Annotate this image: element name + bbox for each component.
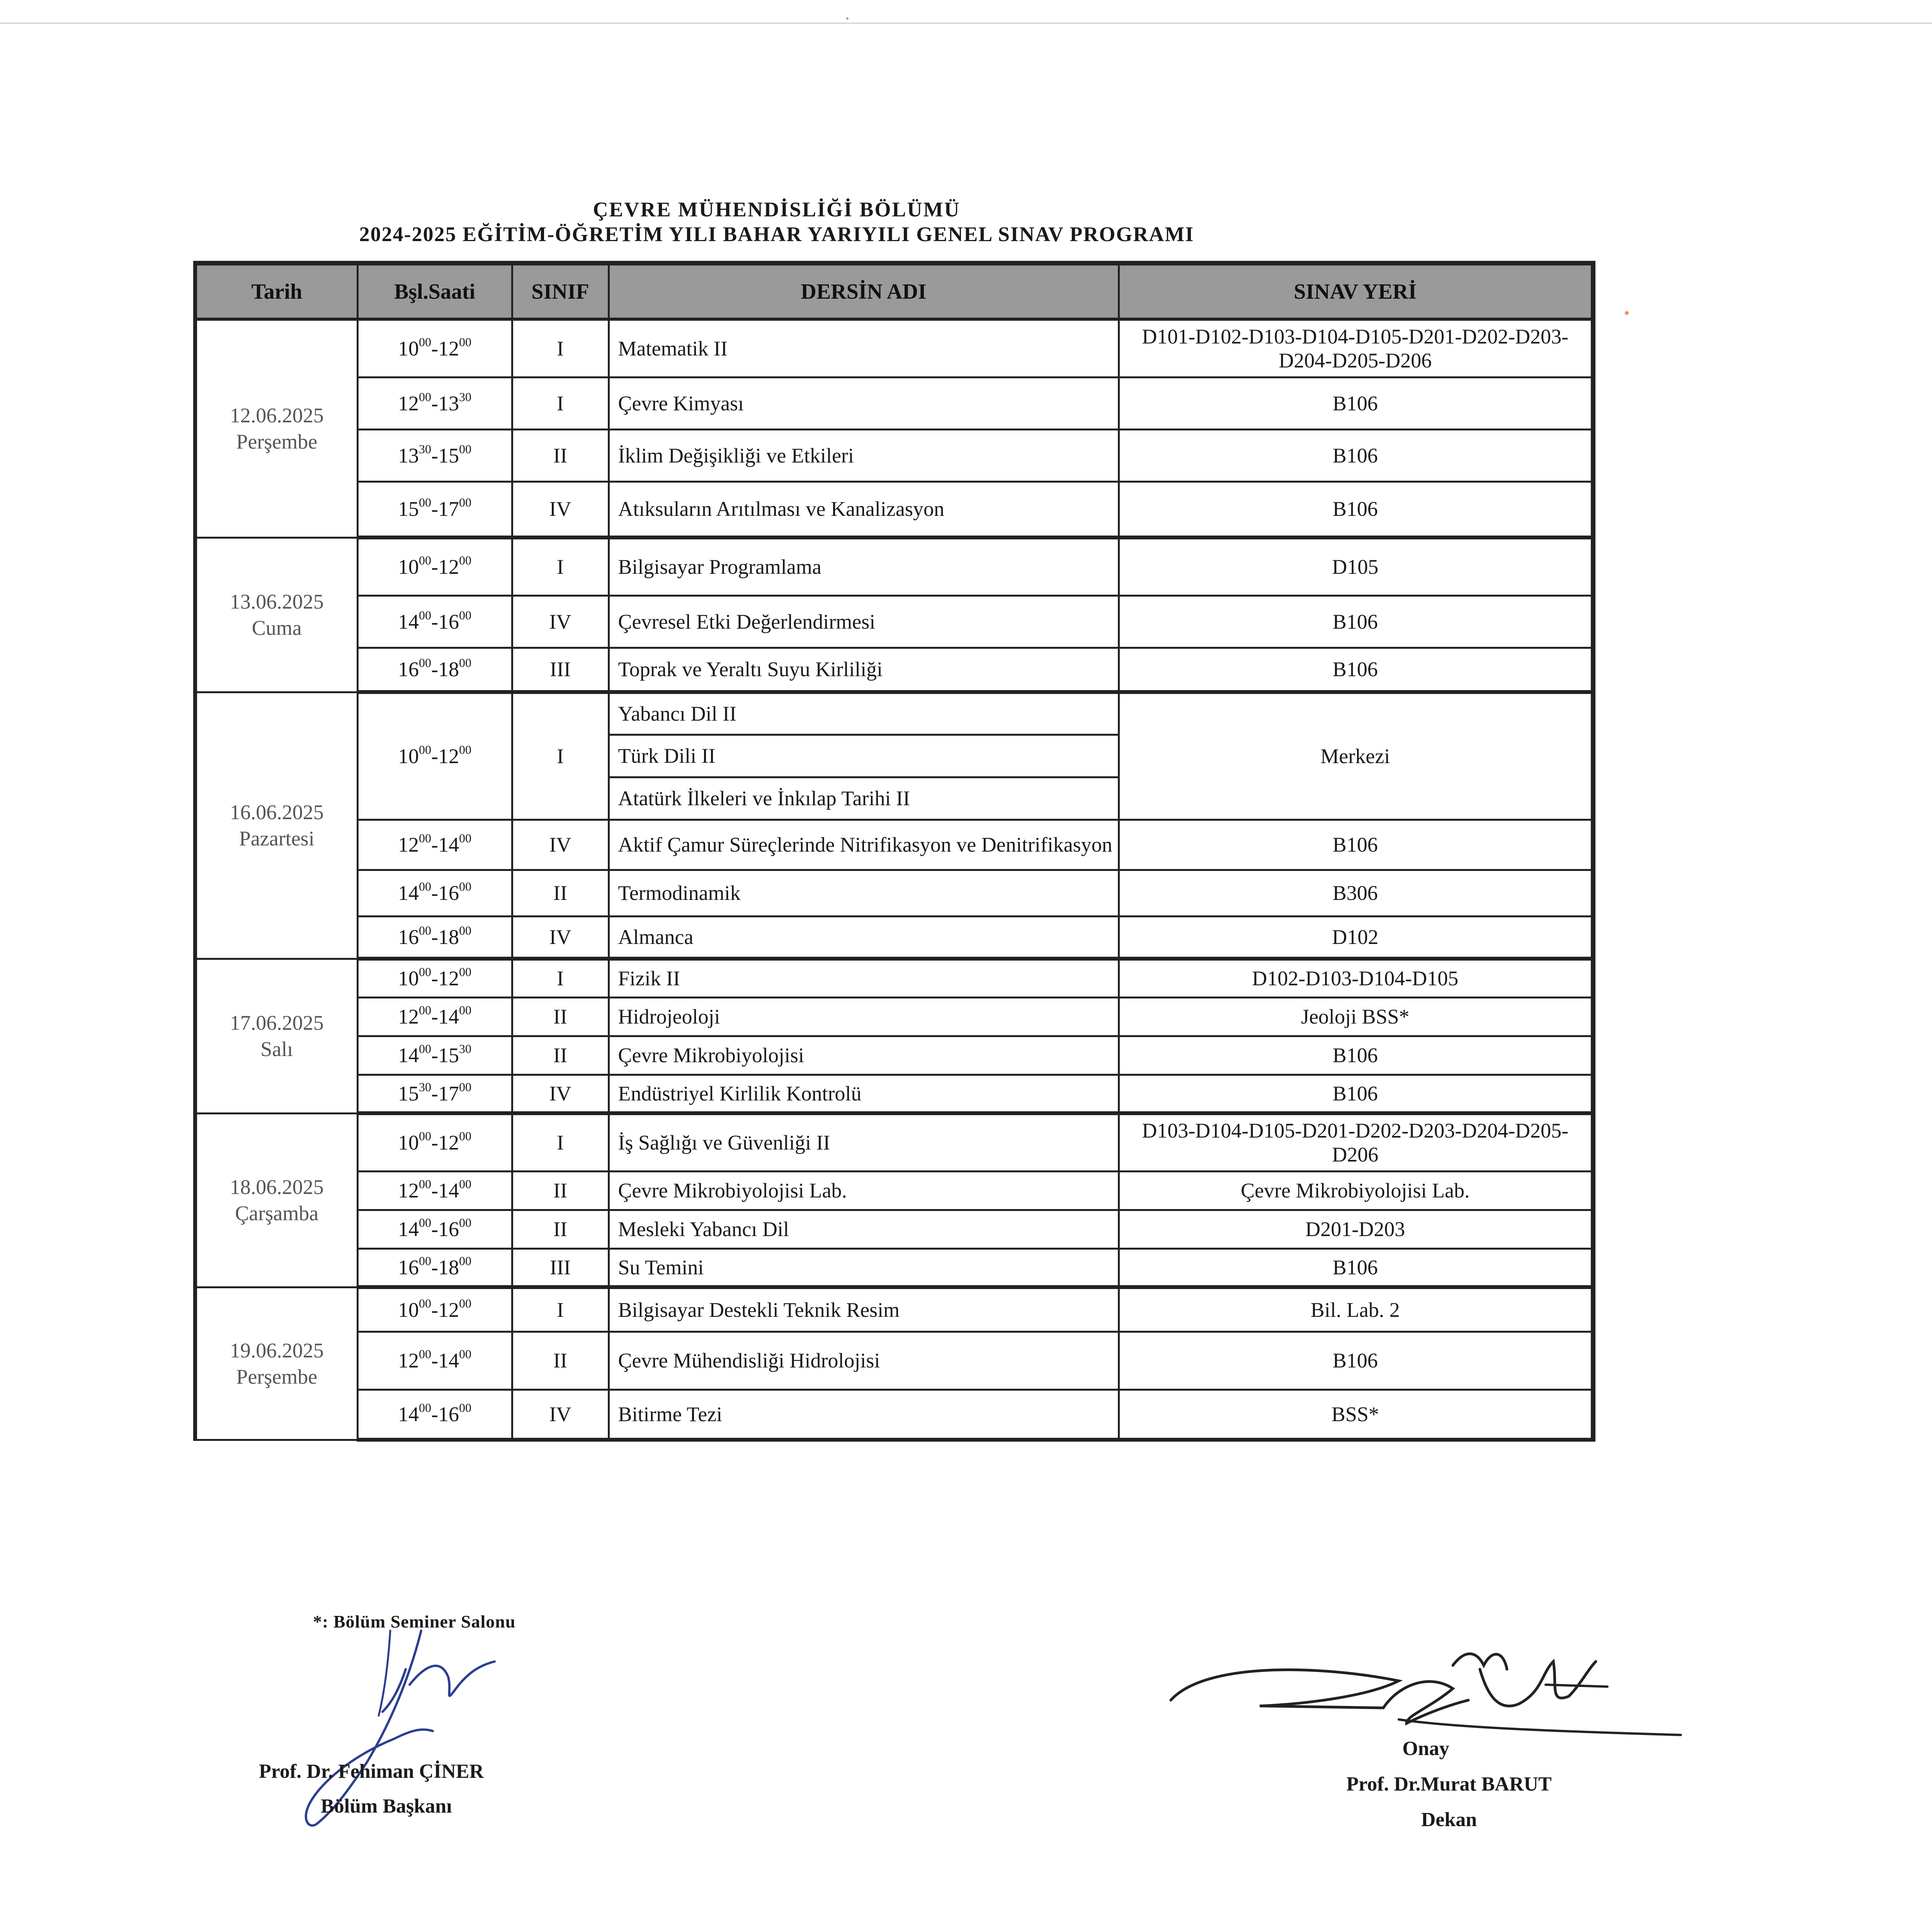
start-minute: 00 <box>419 1003 431 1017</box>
start-hour: 15 <box>398 1082 419 1105</box>
class-cell: IV <box>512 1389 609 1440</box>
course-cell: Aktif Çamur Süreçlerinde Nitrifikasyon ve Denitrifikasyon <box>609 820 1119 870</box>
start-minute: 00 <box>419 1216 431 1230</box>
start-minute: 00 <box>419 1296 431 1310</box>
exam-weekday: Salı <box>260 1037 293 1061</box>
end-minute: 00 <box>459 495 471 510</box>
place-cell: B106 <box>1119 1075 1593 1113</box>
course-cell: Matematik II <box>609 319 1119 377</box>
table-row <box>195 481 1593 537</box>
end-hour: 18 <box>438 925 459 949</box>
time-cell: $12^{00}-14^{00}$ <box>357 1171 512 1210</box>
end-minute: 00 <box>459 335 471 349</box>
start-minute: 00 <box>419 1253 431 1268</box>
end-hour: 14 <box>438 1349 459 1372</box>
class-cell: I <box>512 377 609 429</box>
start-hour: 14 <box>398 1402 419 1426</box>
end-minute: 00 <box>459 1003 471 1017</box>
exam-date: 16.06.2025 <box>230 801 324 824</box>
class-cell: II <box>512 870 609 916</box>
place-cell: B106 <box>1119 429 1593 481</box>
start-minute: 00 <box>419 335 431 349</box>
time-cell: $16^{00}-18^{00}$ <box>357 916 512 959</box>
class-cell: II <box>512 1332 609 1389</box>
table-row <box>195 377 1593 429</box>
end-hour: 12 <box>438 555 459 579</box>
start-hour: 12 <box>398 1179 419 1202</box>
table-row <box>195 1075 1593 1113</box>
start-minute: 00 <box>419 965 431 979</box>
start-hour: 14 <box>398 610 419 633</box>
table-row <box>195 1210 1593 1248</box>
class-cell: I <box>512 319 609 377</box>
end-hour: 12 <box>438 1131 459 1155</box>
table-row <box>195 1171 1593 1210</box>
head-signature-block <box>259 1754 484 1824</box>
class-cell: IV <box>512 1075 609 1113</box>
start-hour: 10 <box>398 337 419 360</box>
exam-date: 12.06.2025 <box>230 404 324 427</box>
start-minute: 00 <box>419 1347 431 1361</box>
class-cell: I <box>512 692 609 820</box>
start-hour: 10 <box>398 745 419 768</box>
place-cell: Merkezi <box>1119 692 1593 820</box>
place-cell: B106 <box>1119 481 1593 537</box>
time-cell: $14^{00}-16^{00}$ <box>357 1389 512 1440</box>
class-cell: III <box>512 648 609 692</box>
table-row <box>195 1113 1593 1171</box>
time-cell: $10^{00}-12^{00}$ <box>357 1113 512 1171</box>
dean-signature-block <box>1275 1731 1623 1838</box>
end-hour: 14 <box>438 833 459 856</box>
time-cell: $14^{00}-16^{00}$ <box>357 1210 512 1248</box>
exam-schedule-table <box>193 261 1595 1442</box>
end-minute: 00 <box>459 1216 471 1230</box>
table-row <box>195 319 1593 377</box>
course-cell: Fizik II <box>609 959 1119 997</box>
exam-date: 13.06.2025 <box>230 590 324 613</box>
course-cell: Mesleki Yabancı Dil <box>609 1210 1119 1248</box>
scan-edge-line <box>0 22 1932 24</box>
course-cell: İş Sağlığı ve Güvenliği II <box>609 1113 1119 1171</box>
table-row <box>195 997 1593 1036</box>
course-cell: Hidrojeoloji <box>609 997 1119 1036</box>
start-hour: 10 <box>398 1298 419 1321</box>
time-cell: $15^{00}-17^{00}$ <box>357 481 512 537</box>
end-hour: 15 <box>438 1044 459 1067</box>
time-cell: $14^{00}-15^{30}$ <box>357 1036 512 1075</box>
class-cell: I <box>512 959 609 997</box>
end-hour: 16 <box>438 881 459 905</box>
end-hour: 14 <box>438 1179 459 1202</box>
scan-speck <box>846 17 849 20</box>
exam-weekday: Perşembe <box>236 1365 318 1388</box>
header-course: DERSİN ADI <box>609 263 1119 319</box>
course-cell: Türk Dili II <box>609 735 1119 777</box>
table-row <box>195 820 1593 870</box>
time-cell: $10^{00}-12^{00}$ <box>357 319 512 377</box>
end-minute: 00 <box>459 1347 471 1361</box>
place-cell: B106 <box>1119 595 1593 648</box>
table-row <box>195 429 1593 481</box>
end-hour: 17 <box>438 497 459 521</box>
table-row <box>195 692 1593 735</box>
date-cell <box>195 959 357 1113</box>
start-hour: 16 <box>398 1255 419 1279</box>
course-cell: Almanca <box>609 916 1119 959</box>
course-cell: Bitirme Tezi <box>609 1389 1119 1440</box>
table-row <box>195 648 1593 692</box>
course-cell: Çevre Mikrobiyolojisi Lab. <box>609 1171 1119 1210</box>
class-cell: IV <box>512 820 609 870</box>
end-minute: 00 <box>459 1253 471 1268</box>
start-hour: 10 <box>398 555 419 579</box>
course-cell: Termodinamik <box>609 870 1119 916</box>
end-hour: 17 <box>438 1082 459 1105</box>
footnote: *: Bölüm Seminer Salonu <box>313 1612 516 1631</box>
date-cell <box>195 537 357 692</box>
place-cell: D103-D104-D105-D201-D202-D203-D204-D205-D206 <box>1119 1113 1593 1171</box>
course-cell: Bilgisayar Programlama <box>609 537 1119 595</box>
start-hour: 10 <box>398 1131 419 1155</box>
start-minute: 00 <box>419 923 431 937</box>
time-cell: $16^{00}-18^{00}$ <box>357 1248 512 1287</box>
end-minute: 00 <box>459 553 471 568</box>
end-minute: 00 <box>459 1400 471 1415</box>
time-cell: $12^{00}-14^{00}$ <box>357 997 512 1036</box>
start-hour: 12 <box>398 833 419 856</box>
place-cell: B106 <box>1119 820 1593 870</box>
time-cell: $15^{30}-17^{00}$ <box>357 1075 512 1113</box>
class-cell: II <box>512 1171 609 1210</box>
start-minute: 30 <box>419 1080 431 1094</box>
start-minute: 00 <box>419 389 431 404</box>
class-cell: IV <box>512 481 609 537</box>
place-cell: D101-D102-D103-D104-D105-D201-D202-D203-D204-D205-D206 <box>1119 319 1593 377</box>
start-hour: 12 <box>398 1005 419 1028</box>
end-minute: 00 <box>459 965 471 979</box>
start-minute: 00 <box>419 495 431 510</box>
end-minute: 00 <box>459 743 471 757</box>
time-cell: $13^{30}-15^{00}$ <box>357 429 512 481</box>
end-minute: 00 <box>459 1296 471 1310</box>
end-hour: 16 <box>438 610 459 633</box>
course-cell: Bilgisayar Destekli Teknik Resim <box>609 1287 1119 1332</box>
dean-approval: Onay <box>1402 1738 1449 1760</box>
class-cell: II <box>512 1210 609 1248</box>
place-cell: B106 <box>1119 1036 1593 1075</box>
end-hour: 15 <box>438 444 459 467</box>
end-minute: 00 <box>459 1129 471 1143</box>
time-cell: $10^{00}-12^{00}$ <box>357 537 512 595</box>
exam-date: 19.06.2025 <box>230 1338 324 1362</box>
date-cell <box>195 319 357 537</box>
course-cell: Çevresel Etki Değerlendirmesi <box>609 595 1119 648</box>
exam-weekday: Cuma <box>252 616 302 639</box>
end-minute: 00 <box>459 1080 471 1094</box>
course-cell: Çevre Mühendisliği Hidrolojisi <box>609 1332 1119 1389</box>
dean-name: Prof. Dr.Murat BARUT <box>1346 1773 1552 1795</box>
exam-weekday: Çarşamba <box>235 1202 319 1225</box>
date-cell <box>195 1113 357 1287</box>
course-cell: Atıksuların Arıtılması ve Kanalizasyon <box>609 481 1119 537</box>
end-minute: 00 <box>459 656 471 670</box>
table-row <box>195 870 1593 916</box>
start-minute: 00 <box>419 831 431 845</box>
date-cell <box>195 1287 357 1440</box>
end-minute: 00 <box>459 923 471 937</box>
end-hour: 13 <box>438 391 459 415</box>
course-cell: Atatürk İlkeleri ve İnkılap Tarihi II <box>609 777 1119 820</box>
time-cell: $14^{00}-16^{00}$ <box>357 595 512 648</box>
end-hour: 12 <box>438 745 459 768</box>
start-hour: 16 <box>398 658 419 681</box>
course-cell: Endüstriyel Kirlilik Kontrolü <box>609 1075 1119 1113</box>
end-hour: 14 <box>438 1005 459 1028</box>
start-minute: 00 <box>419 1129 431 1143</box>
time-cell: $14^{00}-16^{00}$ <box>357 870 512 916</box>
class-cell: I <box>512 1287 609 1332</box>
table-row <box>195 959 1593 997</box>
start-hour: 12 <box>398 391 419 415</box>
end-hour: 12 <box>438 337 459 360</box>
schedule-body <box>195 319 1593 1440</box>
start-hour: 15 <box>398 497 419 521</box>
start-hour: 16 <box>398 925 419 949</box>
start-hour: 10 <box>398 967 419 990</box>
start-hour: 13 <box>398 444 419 467</box>
table-row <box>195 595 1593 648</box>
start-minute: 00 <box>419 608 431 622</box>
course-cell: Toprak ve Yeraltı Suyu Kirliliği <box>609 648 1119 692</box>
place-cell: Jeoloji BSS* <box>1119 997 1593 1036</box>
place-cell: B306 <box>1119 870 1593 916</box>
place-cell: Bil. Lab. 2 <box>1119 1287 1593 1332</box>
end-minute: 30 <box>459 389 471 404</box>
start-minute: 00 <box>419 743 431 757</box>
exam-date: 17.06.2025 <box>230 1011 324 1034</box>
end-hour: 12 <box>438 967 459 990</box>
course-cell: Su Temini <box>609 1248 1119 1287</box>
end-hour: 12 <box>438 1298 459 1321</box>
table-row <box>195 1248 1593 1287</box>
start-hour: 14 <box>398 1044 419 1067</box>
end-hour: 16 <box>438 1402 459 1426</box>
place-cell: B106 <box>1119 1248 1593 1287</box>
time-cell: $12^{00}-13^{30}$ <box>357 377 512 429</box>
header-place: SINAV YERİ <box>1119 263 1593 319</box>
place-cell: D102 <box>1119 916 1593 959</box>
table-row <box>195 537 1593 595</box>
place-cell: D201-D203 <box>1119 1210 1593 1248</box>
header-time: Bşl.Saati <box>357 263 512 319</box>
place-cell: D102-D103-D104-D105 <box>1119 959 1593 997</box>
time-cell: $16^{00}-18^{00}$ <box>357 648 512 692</box>
start-hour: 12 <box>398 1349 419 1372</box>
class-cell: I <box>512 1113 609 1171</box>
exam-weekday: Pazartesi <box>239 827 315 850</box>
table-row <box>195 916 1593 959</box>
end-minute: 00 <box>459 1177 471 1191</box>
end-minute: 00 <box>459 831 471 845</box>
table-row <box>195 1036 1593 1075</box>
time-cell: $10^{00}-12^{00}$ <box>357 692 512 820</box>
place-cell: B106 <box>1119 648 1593 692</box>
start-minute: 30 <box>419 442 431 456</box>
end-minute: 30 <box>459 1042 471 1056</box>
place-cell: Çevre Mikrobiyolojisi Lab. <box>1119 1171 1593 1210</box>
head-title: Bölüm Başkanı <box>321 1795 452 1817</box>
end-minute: 00 <box>459 608 471 622</box>
scan-speck <box>1625 311 1629 315</box>
program-title: 2024-2025 EĞİTİM-ÖĞRETİM YILI BAHAR YARIYILI GENEL SINAV PROGRAMI <box>359 223 1194 246</box>
table-row <box>195 1332 1593 1389</box>
start-minute: 00 <box>419 1042 431 1056</box>
course-cell: Yabancı Dil II <box>609 692 1119 735</box>
end-hour: 18 <box>438 658 459 681</box>
date-cell <box>195 692 357 959</box>
start-minute: 00 <box>419 1400 431 1415</box>
dean-title: Dekan <box>1421 1809 1477 1831</box>
time-cell: $10^{00}-12^{00}$ <box>357 1287 512 1332</box>
end-minute: 00 <box>459 879 471 893</box>
class-cell: IV <box>512 595 609 648</box>
document-title <box>0 197 1553 247</box>
exam-weekday: Perşembe <box>236 430 318 454</box>
header-date: Tarih <box>195 263 357 319</box>
start-minute: 00 <box>419 553 431 568</box>
exam-date: 18.06.2025 <box>230 1175 324 1199</box>
table-row <box>195 1389 1593 1440</box>
start-minute: 00 <box>419 879 431 893</box>
time-cell: $12^{00}-14^{00}$ <box>357 1332 512 1389</box>
class-cell: II <box>512 1036 609 1075</box>
place-cell: B106 <box>1119 377 1593 429</box>
start-minute: 00 <box>419 1177 431 1191</box>
department-title: ÇEVRE MÜHENDİSLİĞİ BÖLÜMÜ <box>593 198 961 221</box>
course-cell: Çevre Mikrobiyolojisi <box>609 1036 1119 1075</box>
time-cell: $12^{00}-14^{00}$ <box>357 820 512 870</box>
header-row <box>195 263 1593 319</box>
class-cell: IV <box>512 916 609 959</box>
end-hour: 16 <box>438 1218 459 1241</box>
course-cell: İklim Değişikliği ve Etkileri <box>609 429 1119 481</box>
place-cell: D105 <box>1119 537 1593 595</box>
time-cell: $10^{00}-12^{00}$ <box>357 959 512 997</box>
end-hour: 18 <box>438 1255 459 1279</box>
start-hour: 14 <box>398 881 419 905</box>
place-cell: BSS* <box>1119 1389 1593 1440</box>
course-cell: Çevre Kimyası <box>609 377 1119 429</box>
class-cell: I <box>512 537 609 595</box>
class-cell: III <box>512 1248 609 1287</box>
head-name: Prof. Dr. Fehiman ÇİNER <box>259 1760 484 1782</box>
start-minute: 00 <box>419 656 431 670</box>
class-cell: II <box>512 429 609 481</box>
header-class: SINIF <box>512 263 609 319</box>
end-minute: 00 <box>459 442 471 456</box>
start-hour: 14 <box>398 1218 419 1241</box>
place-cell: B106 <box>1119 1332 1593 1389</box>
table-row <box>195 1287 1593 1332</box>
class-cell: II <box>512 997 609 1036</box>
